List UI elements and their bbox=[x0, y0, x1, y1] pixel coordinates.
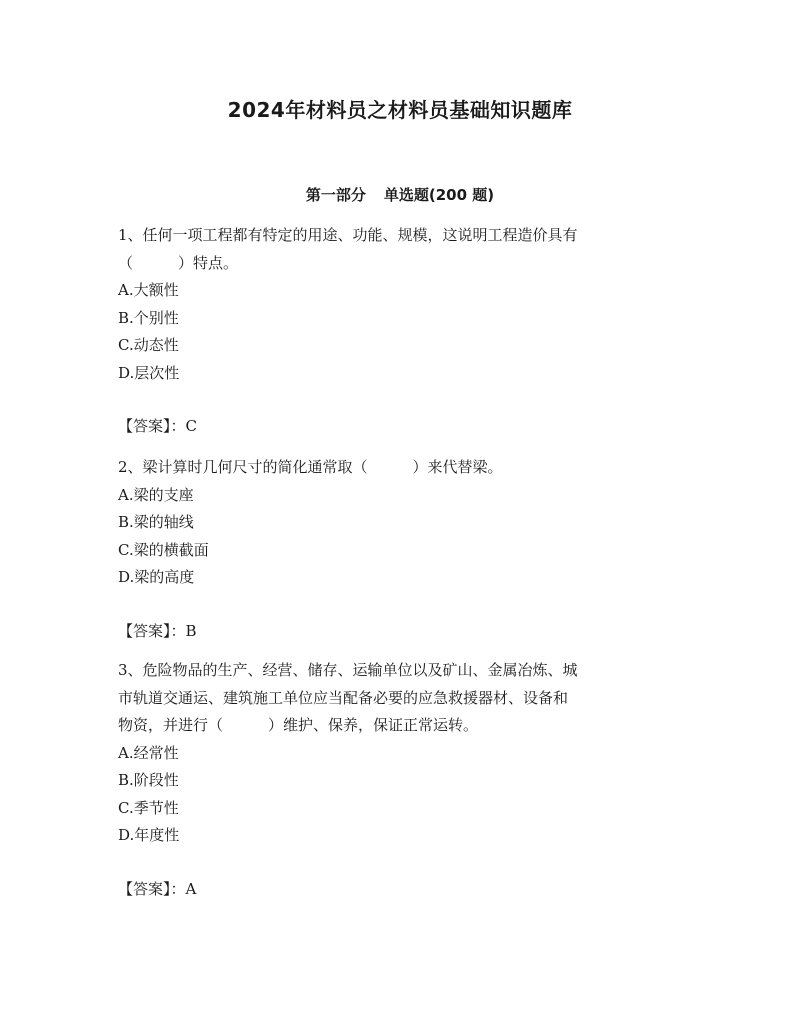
question-2 bbox=[118, 454, 678, 592]
section-heading bbox=[0, 184, 800, 205]
option-a: A.经常性 bbox=[118, 743, 179, 762]
answer-value: A bbox=[185, 880, 197, 898]
question-stem-line: 2、梁计算时几何尺寸的简化通常取（ ）来代替梁。 bbox=[118, 458, 503, 476]
answer-value: C bbox=[185, 417, 197, 435]
option-b: B.梁的轴线 bbox=[118, 513, 194, 531]
question-stem-line: 1、任何一项工程都有特定的用途、功能、规模，这说明工程造价具有 bbox=[118, 226, 578, 244]
option-c: C.梁的横截面 bbox=[118, 540, 209, 559]
question-stem-line: 3、危险物品的生产、经营、储存、运输单位以及矿山、金属冶炼、城 bbox=[118, 661, 578, 679]
document-title: 2024年材料员之材料员基础知识题库 bbox=[227, 98, 573, 122]
question-3 bbox=[118, 657, 678, 850]
answer-2 bbox=[118, 618, 197, 645]
section-part: 第一部分 bbox=[305, 186, 366, 204]
option-b: B.阶段性 bbox=[118, 771, 179, 789]
option-d: D.梁的高度 bbox=[118, 568, 195, 586]
option-a: A.大额性 bbox=[118, 281, 179, 299]
answer-value: B bbox=[185, 622, 197, 640]
question-1 bbox=[118, 222, 678, 387]
answer-3 bbox=[118, 876, 196, 903]
answer-label: 【答案】： bbox=[118, 417, 186, 435]
option-d: D.层次性 bbox=[118, 363, 180, 382]
question-stem-line: 物资，并进行（ ）维护、保养，保证正常运转。 bbox=[118, 716, 479, 734]
answer-1 bbox=[118, 413, 197, 440]
option-c: C.动态性 bbox=[118, 336, 179, 354]
question-stem-line: 市轨道交通运、建筑施工单位应当配备必要的应急救援器材、设备和 bbox=[118, 688, 569, 707]
answer-label: 【答案】： bbox=[118, 622, 186, 640]
section-name: 单选题(200 题) bbox=[383, 186, 495, 204]
option-d: D.年度性 bbox=[118, 826, 180, 844]
option-c: C.季节性 bbox=[118, 798, 179, 817]
option-b: B.个别性 bbox=[118, 308, 179, 327]
answer-label: 【答案】： bbox=[118, 880, 186, 898]
option-a: A.梁的支座 bbox=[118, 485, 194, 504]
question-stem-line: （ ）特点。 bbox=[118, 253, 239, 272]
